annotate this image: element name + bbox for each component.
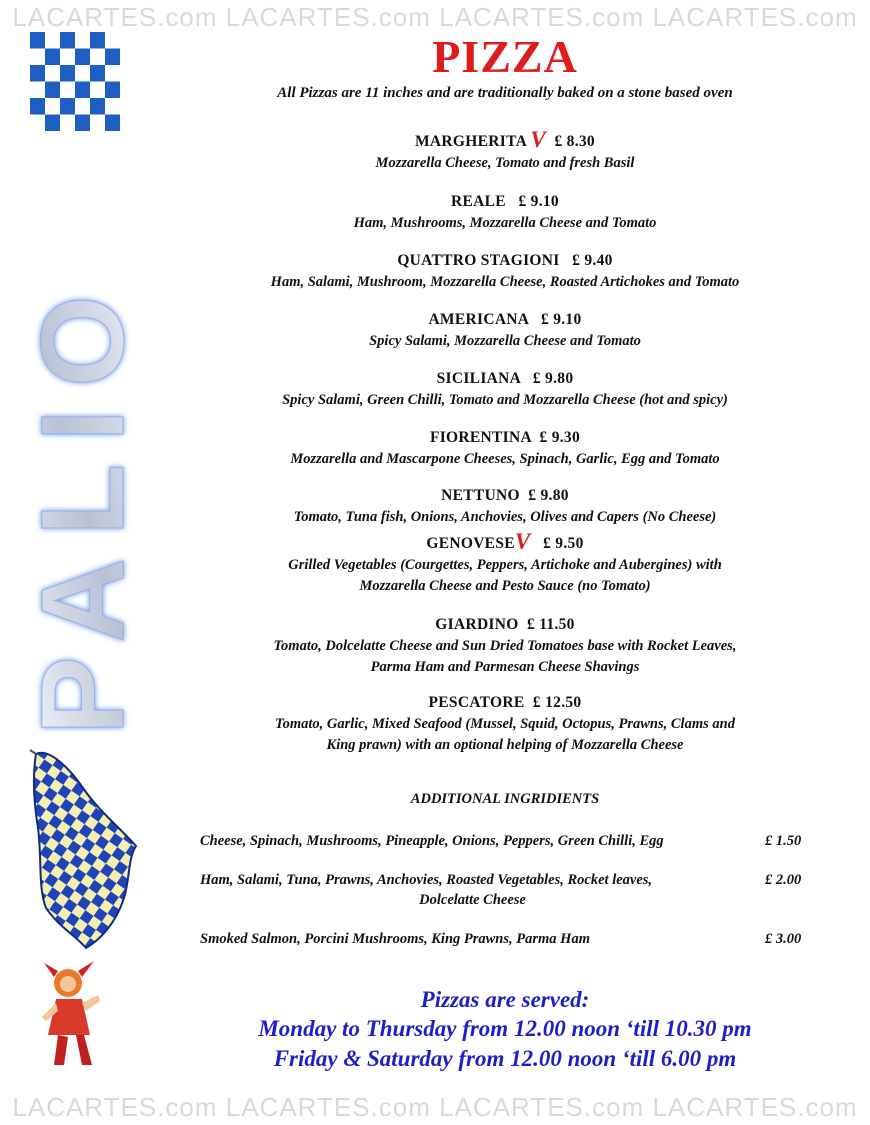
item-price: £ 9.80 — [528, 487, 569, 504]
checker-cell — [30, 49, 45, 66]
checker-cell — [105, 98, 120, 115]
item-description: Tomato, Garlic, Mixed Seafood (Mussel, Squid, Octopus, Prawns, Clams and — [275, 716, 735, 732]
item-description: Grilled Vegetables (Courgettes, Peppers, Artichoke and Aubergines) with — [288, 557, 722, 573]
item-description: Ham, Mushrooms, Mozzarella Cheese and Tomato — [353, 215, 657, 231]
checker-cell — [45, 32, 60, 49]
menu-item-siciliana — [195, 369, 815, 410]
item-description: Mozzarella and Mascarpone Cheeses, Spinach, Garlic, Egg and Tomato — [290, 451, 720, 467]
jester-figure — [36, 955, 106, 1070]
checker-cell — [30, 82, 45, 99]
checker-cell — [90, 82, 105, 99]
checker-cell — [90, 49, 105, 66]
item-description-line2: Mozzarella Cheese and Pesto Sauce (no Tomato) — [359, 578, 651, 594]
checker-cell — [105, 82, 120, 99]
menu-item-genovese — [195, 529, 815, 596]
checker-cell — [75, 49, 90, 66]
palio-logo — [17, 145, 149, 745]
checker-cell — [105, 115, 120, 132]
checker-cell — [45, 115, 60, 132]
item-name: PESCATORE — [428, 694, 525, 711]
checker-cell — [90, 32, 105, 49]
item-description: Tomato, Tuna fish, Onions, Anchovies, Olives and Capers (No Cheese) — [293, 509, 717, 525]
served-hours-weekday: Monday to Thursday from 12.00 noon ‘till 10.30 pm — [258, 1016, 752, 1041]
checker-cell — [60, 49, 75, 66]
item-price: £ 9.10 — [540, 311, 582, 328]
item-description: Ham, Salami, Mushroom, Mozzarella Cheese, Roasted Artichokes and Tomato — [270, 274, 740, 290]
item-price: £ 9.50 — [543, 535, 584, 552]
item-name: NETTUNO — [441, 487, 520, 504]
item-name: GENOVESE — [426, 535, 515, 552]
checker-cell — [30, 32, 45, 49]
item-name: AMERICANA — [428, 311, 529, 328]
item-description: Spicy Salami, Mozzarella Cheese and Tomato — [369, 333, 641, 349]
checker-cell — [45, 49, 60, 66]
item-name: FIORENTINA — [429, 429, 532, 446]
menu-item-nettuno — [195, 486, 815, 527]
served-hours-weekend: Friday & Saturday from 12.00 noon ‘till 6.00 pm — [273, 1046, 737, 1071]
menu-item-pescatore — [195, 693, 815, 755]
menu-item-quattro-stagioni — [195, 251, 815, 292]
checker-cell — [45, 98, 60, 115]
checker-cell — [75, 98, 90, 115]
menu-item-reale — [195, 192, 815, 233]
page-title: PIZZA — [432, 31, 578, 82]
item-price: £ 12.50 — [532, 694, 582, 711]
checker-cell — [90, 115, 105, 132]
item-price: £ 9.10 — [518, 193, 559, 210]
page-subtitle: All Pizzas are 11 inches and are traditionally baked on a stone based oven — [277, 85, 733, 101]
checker-cell — [30, 115, 45, 132]
checker-cell — [30, 98, 45, 115]
watermark-bottom: LACARTES.com LACARTES.com LACARTES.com LACARTES.com — [12, 1092, 858, 1122]
checker-cell — [90, 98, 105, 115]
item-price: £ 9.80 — [532, 370, 574, 387]
item-price: £ 11.50 — [526, 616, 575, 633]
checker-cell — [75, 115, 90, 132]
checker-cell — [75, 82, 90, 99]
item-name: SICILIANA — [436, 370, 521, 387]
item-name: QUATTRO STAGIONI — [397, 252, 560, 269]
checkered-flag — [28, 748, 143, 953]
checker-cell — [60, 98, 75, 115]
checker-cell — [105, 32, 120, 49]
menu-item-margherita — [195, 127, 815, 173]
palio-logo-text: PALIO — [17, 273, 149, 735]
checkered-logo — [30, 32, 120, 132]
item-description: Tomato, Dolcelatte Cheese and Sun Dried Tomatoes base with Rocket Leaves, — [273, 638, 737, 654]
checker-cell — [30, 65, 45, 82]
item-description: Mozzarella Cheese, Tomato and fresh Basil — [375, 155, 635, 171]
menu-item-fiorentina — [195, 428, 815, 469]
additional-items: Ham, Salami, Tuna, Prawns, Anchovies, Roasted Vegetables, Rocket leaves, — [200, 872, 653, 888]
item-name: GIARDINO — [435, 616, 519, 633]
checker-cell — [90, 65, 105, 82]
additional-items-line2: Dolcelatte Cheese — [419, 892, 526, 908]
item-description-line2: King prawn) with an optional helping of Mozzarella Cheese — [326, 737, 684, 753]
checker-cell — [60, 115, 75, 132]
checker-cell — [60, 82, 75, 99]
checker-cell — [75, 32, 90, 49]
item-price: £ 8.30 — [554, 133, 595, 150]
additional-items: Smoked Salmon, Porcini Mushrooms, King Prawns, Parma Ham — [200, 931, 590, 947]
menu-item-americana — [195, 310, 815, 351]
checker-cell — [75, 65, 90, 82]
checker-cell — [60, 32, 75, 49]
additional-price: £ 1.50 — [765, 833, 802, 849]
item-name: MARGHERITA — [415, 133, 527, 150]
vegetarian-icon: V — [514, 529, 531, 554]
additional-ingredients-title: ADDITIONAL INGRIDIENTS — [410, 791, 600, 807]
additional-price: £ 3.00 — [765, 931, 802, 947]
item-name: REALE — [451, 193, 506, 210]
additional-items: Cheese, Spinach, Mushrooms, Pineapple, Onions, Peppers, Green Chilli, Egg — [200, 833, 664, 849]
checker-cell — [60, 65, 75, 82]
item-description-line2: Parma Ham and Parmesan Cheese Shavings — [370, 659, 640, 675]
item-description: Spicy Salami, Green Chilli, Tomato and Mozzarella Cheese (hot and spicy) — [282, 392, 728, 408]
checker-cell — [105, 65, 120, 82]
checker-cell — [105, 49, 120, 66]
menu-item-giardino — [195, 615, 815, 677]
vegetarian-icon: V — [530, 127, 547, 152]
watermark-top: LACARTES.com LACARTES.com LACARTES.com LACARTES.com — [12, 2, 858, 32]
item-price: £ 9.40 — [572, 252, 613, 269]
additional-price: £ 2.00 — [765, 872, 802, 888]
checker-cell — [45, 82, 60, 99]
served-title: Pizzas are served: — [420, 987, 590, 1012]
checker-cell — [45, 65, 60, 82]
item-price: £ 9.30 — [539, 429, 581, 446]
